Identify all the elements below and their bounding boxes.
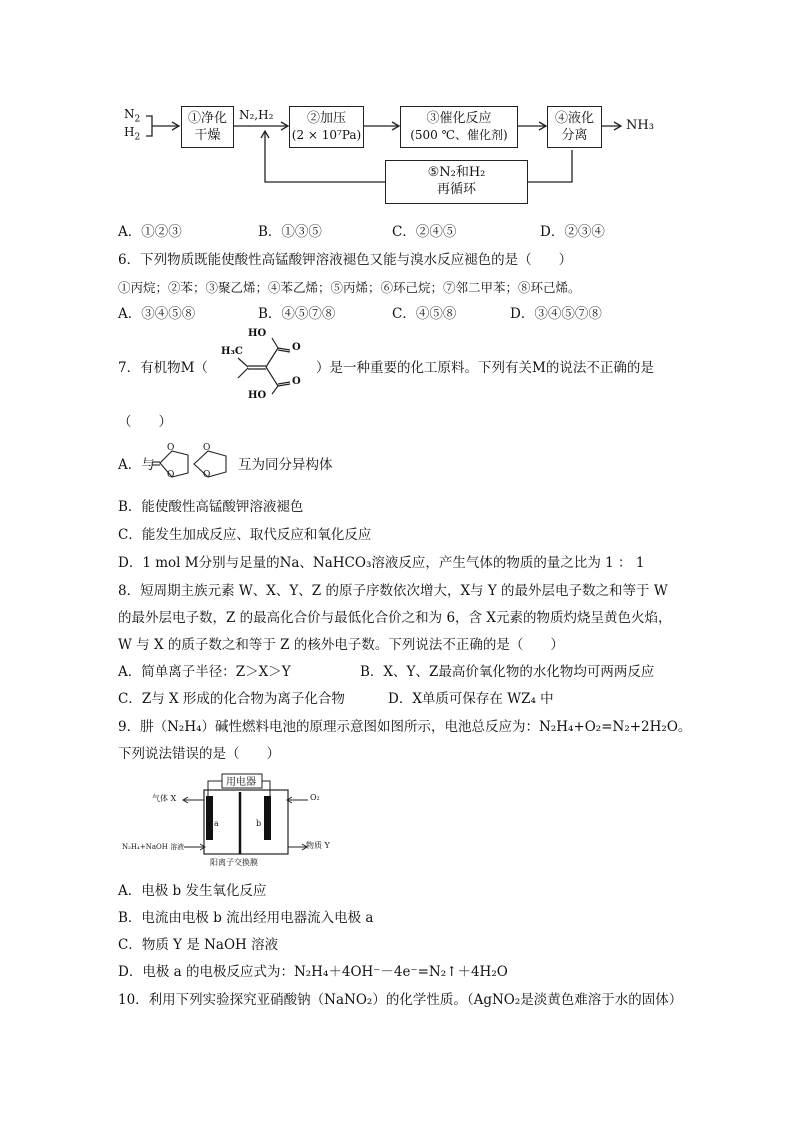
q9-option-c[interactable]: C．物质 Y 是 NaOH 溶液: [118, 937, 279, 953]
ring-o-1: O: [167, 443, 175, 453]
struct-ch3-top: H₃C: [221, 346, 243, 357]
q7-stem-post: ）是一种重要的化工原料。下列有关M的说法不正确的是: [316, 360, 654, 376]
q7-option-a-pre[interactable]: A．与: [118, 457, 155, 473]
flow-inputs: $N_2$ $H_2$: [124, 107, 141, 143]
ring-o-4: O: [203, 470, 211, 480]
q8-option-d[interactable]: D．X单质可保存在 WZ₄ 中: [388, 691, 554, 707]
q5-option-a[interactable]: A．①②③: [118, 224, 182, 240]
molecule-m-structure: [208, 328, 314, 404]
hydrazine-inlet-label: N₂H₄+NaOH 溶液: [122, 843, 185, 851]
q9-line-2: 下列说法错误的是（ ）: [118, 746, 280, 762]
ring-o-2: O: [167, 470, 175, 480]
q10-line-1: 10．利用下列实验探究亚硝酸钠（NaNO₂）的化学性质。（AgNO₂是淡黄色难溶于水的固体）: [118, 992, 683, 1008]
q6-stem: 6．下列物质既能使酸性高锰酸钾溶液褪色又能与溴水反应褪色的是（ ）: [118, 252, 573, 268]
flow-box-liquefy: ④液化 分离: [547, 106, 602, 148]
q8-line-1: 8．短周期主族元素 W、X、Y、Z 的原子序数依次增大，X与 Y 的最外层电子数之和等于 W: [118, 583, 668, 599]
q9-option-b[interactable]: B．电流由电极 b 流出经用电器流入电极 a: [118, 910, 374, 926]
electrode-a-label: a: [214, 819, 219, 828]
q7-option-a-post[interactable]: 互为同分异构体: [238, 457, 333, 473]
q7-option-d[interactable]: D．1 mol M分别与足量的Na、NaHCO₃溶液反应，产生气体的物质的量之比为 1 ： 1: [118, 555, 645, 571]
spiro-ketal-bonds: [150, 438, 236, 488]
q9-option-d[interactable]: D．电极 a 的电极反应式为：N₂H₄＋4OH⁻－4e⁻=N₂↑＋4H₂O: [118, 964, 508, 980]
q8-option-a[interactable]: A．简单离子半径：Z＞X＞Y: [118, 664, 291, 680]
fuel-cell-diagram: [122, 772, 330, 877]
q6-option-b[interactable]: B．④⑤⑦⑧: [258, 306, 336, 322]
oxygen-label: O₂: [310, 793, 320, 802]
flow-gas-label: N₂,H₂: [239, 108, 274, 122]
flow-box-compress: ②加压 (2 × 10⁷Pa): [289, 106, 364, 148]
flow-output-nh3: NH₃: [626, 118, 654, 133]
q7-stem-pre: 7．有机物M（: [118, 360, 208, 376]
struct-o-top: O: [292, 342, 301, 353]
flow-box-purify: ①净化 干燥: [181, 106, 234, 148]
q7-option-b[interactable]: B．能使酸性高锰酸钾溶液褪色: [118, 499, 304, 515]
spiro-ketal-structure: [150, 438, 236, 488]
struct-oh-top: HO: [248, 328, 267, 339]
struct-oh-bottom: HO: [248, 390, 267, 401]
q6-option-a[interactable]: A．③④⑤⑧: [118, 306, 196, 322]
product-y-label: 物质 Y: [306, 841, 330, 850]
q6-option-d[interactable]: D．③④⑤⑦⑧: [510, 306, 602, 322]
q8-option-b[interactable]: B．X、Y、Z最高价氧化物的水化物均可两两反应: [360, 664, 655, 680]
q5-option-b[interactable]: B．①③⑤: [258, 224, 322, 240]
q7-option-c[interactable]: C．能发生加成反应、取代反应和氧化反应: [118, 527, 372, 543]
gas-x-label: 气体 X: [152, 794, 177, 803]
load-device-label: 用电器: [226, 777, 256, 788]
q9-line-1: 9．肼（N₂H₄）碱性燃料电池的原理示意图如图所示，电池总反应为：N₂H₄+O₂=N₂+2H₂O。: [118, 719, 692, 735]
electrode-b-label: b: [256, 819, 262, 828]
q8-line-2: 的最外层电子数，Z 的最高化合价与最低化合价之和为 6，含 X元素的物质灼烧呈黄色火焰，: [118, 610, 672, 626]
membrane-label: 阳离子交换膜: [210, 858, 258, 867]
q6-option-c[interactable]: C．④⑤⑧: [392, 306, 457, 322]
q6-items: ①丙烷；②苯；③聚乙烯；④苯乙烯；⑤丙烯；⑥环己烷；⑦邻二甲苯；⑧环己烯。: [118, 280, 581, 295]
flow-box-recycle: ⑤N₂和H₂ 再循环: [385, 160, 528, 204]
q5-option-d[interactable]: D．②③④: [540, 224, 605, 240]
flow-box-catalysis: ③催化反应 (500 ℃、催化剂): [400, 106, 518, 148]
ring-o-3: O: [203, 443, 211, 453]
q9-option-a[interactable]: A．电极 b 发生氧化反应: [118, 883, 267, 899]
q5-option-c[interactable]: C．②④⑤: [392, 224, 457, 240]
struct-o-bottom: O: [292, 376, 301, 387]
q7-paren: （ ）: [118, 414, 172, 430]
q8-line-3: W 与 X 的质子数之和等于 Z 的核外电子数。下列说法不正确的是（ ）: [118, 637, 564, 653]
q8-option-c[interactable]: C．Z与 X 形成的化合物为离子化合物: [118, 691, 345, 707]
